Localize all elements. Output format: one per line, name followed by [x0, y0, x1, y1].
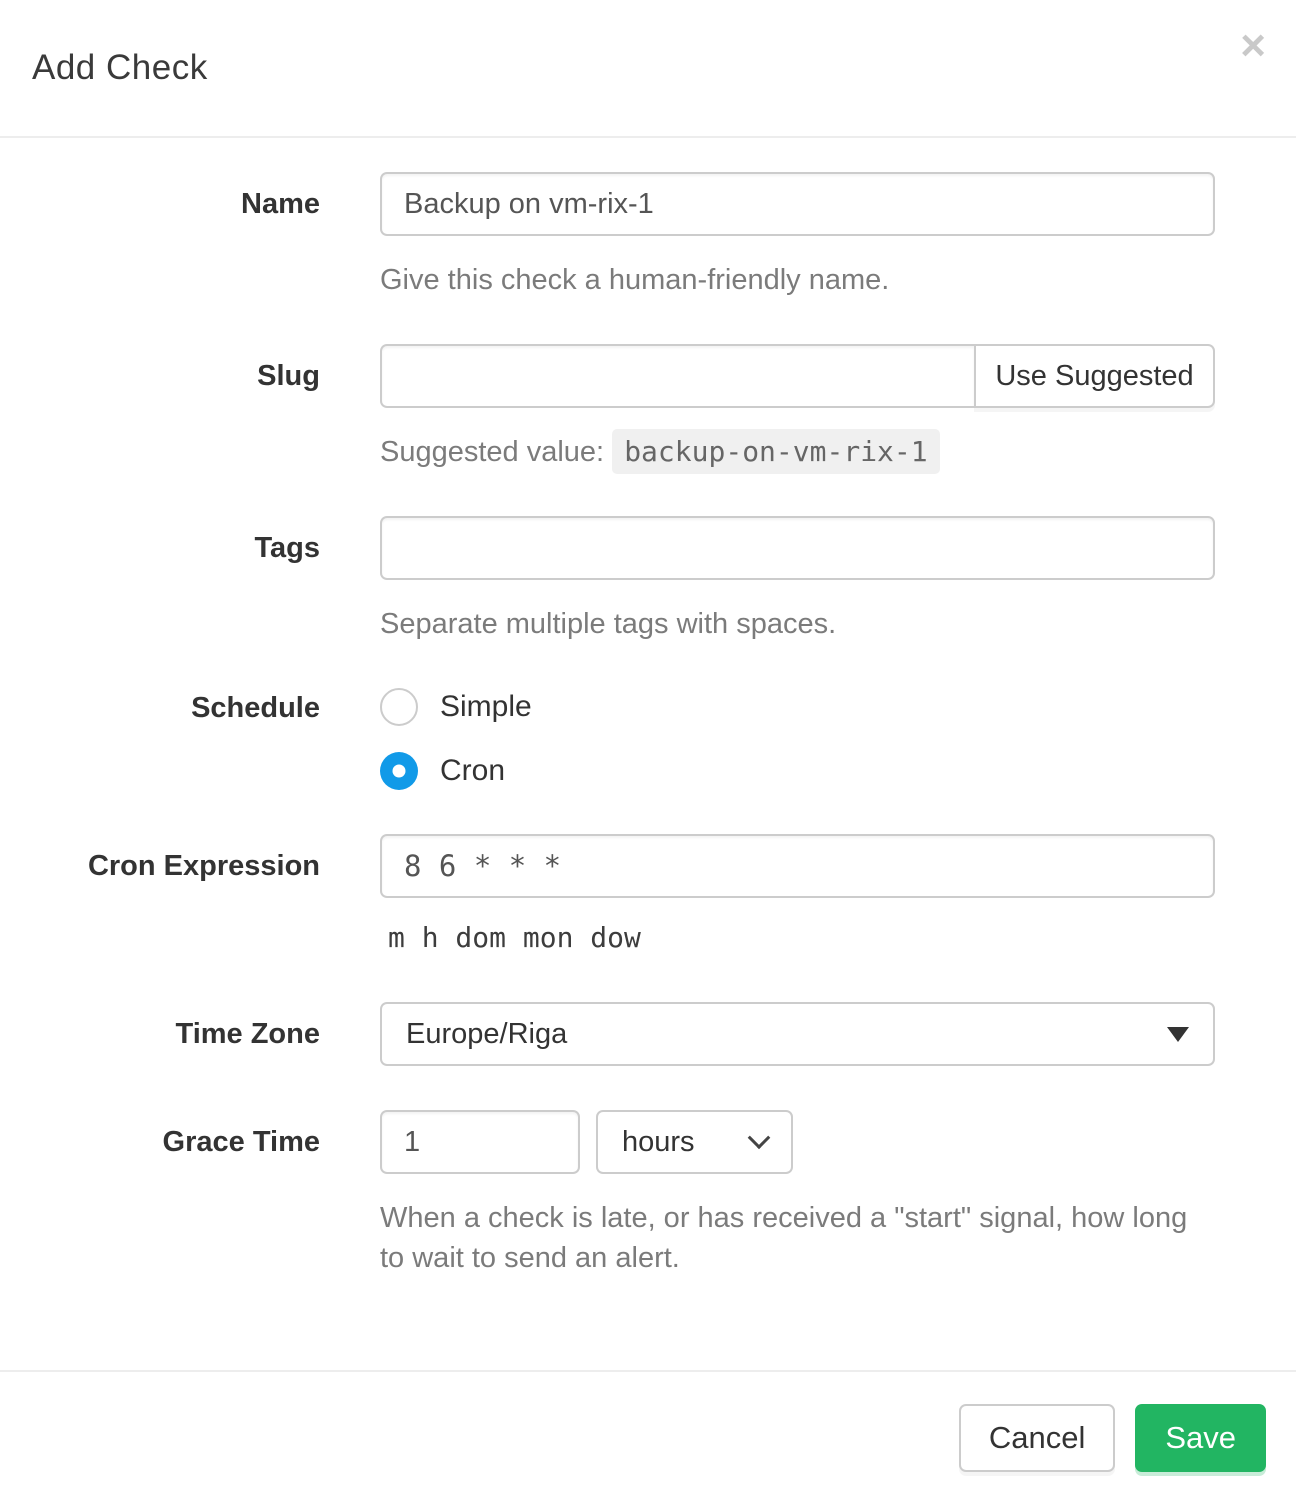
timezone-select[interactable]: [380, 1002, 1215, 1066]
timezone-selected-value: Europe/Riga: [406, 1017, 568, 1050]
save-button[interactable]: Save: [1135, 1404, 1266, 1472]
cron-expression-help: m h dom mon dow: [388, 921, 641, 954]
slug-label: Slug: [257, 360, 320, 392]
slug-help-prefix: Suggested value:: [380, 436, 605, 468]
modal-footer: [0, 1370, 1296, 1502]
cron-expression-label: Cron Expression: [87, 850, 320, 882]
radio-unchecked-icon[interactable]: [380, 688, 418, 726]
name-row: [0, 172, 1296, 300]
schedule-label: Schedule: [191, 692, 320, 724]
grace-time-value-input[interactable]: [380, 1110, 580, 1174]
tags-help: Separate multiple tags with spaces.: [380, 608, 837, 640]
grace-time-help: When a check is late, or has received a "start" signal, how long to wait to send an alert.: [380, 1202, 1188, 1274]
caret-down-icon: [1167, 1027, 1189, 1042]
slug-help: [380, 432, 1215, 472]
grace-time-label: Grace Time: [162, 1126, 320, 1158]
grace-time-row: [0, 1110, 1296, 1278]
grace-time-unit-value: hours: [622, 1125, 695, 1158]
tags-input[interactable]: [380, 516, 1215, 580]
use-suggested-button[interactable]: Use Suggested: [974, 344, 1215, 408]
chevron-down-icon: [748, 1126, 771, 1149]
tags-row: [0, 516, 1296, 644]
schedule-option-cron-label: Cron: [440, 754, 506, 787]
slug-input[interactable]: [380, 344, 976, 408]
timezone-label: Time Zone: [175, 1018, 320, 1050]
add-check-form: [0, 138, 1296, 1278]
close-icon[interactable]: ×: [1240, 21, 1266, 70]
name-input[interactable]: [380, 172, 1215, 236]
tags-label: Tags: [254, 532, 320, 564]
cancel-button[interactable]: Cancel: [959, 1404, 1116, 1472]
modal-header: [0, 0, 1296, 138]
slug-row: [0, 344, 1296, 472]
radio-checked-icon[interactable]: [380, 752, 418, 790]
name-help: Give this check a human-friendly name.: [380, 264, 890, 296]
modal-title: Add Check: [32, 48, 208, 87]
schedule-option-simple[interactable]: [380, 688, 1215, 726]
grace-time-unit-select[interactable]: [596, 1110, 793, 1174]
timezone-row: [0, 1002, 1296, 1066]
schedule-row: [0, 688, 1296, 790]
schedule-option-simple-label: Simple: [440, 690, 532, 723]
name-label: Name: [241, 188, 320, 220]
cron-expression-row: [0, 834, 1296, 958]
schedule-option-cron[interactable]: [380, 752, 1215, 790]
suggested-slug-value: backup-on-vm-rix-1: [612, 429, 939, 474]
cron-expression-input[interactable]: [380, 834, 1215, 898]
